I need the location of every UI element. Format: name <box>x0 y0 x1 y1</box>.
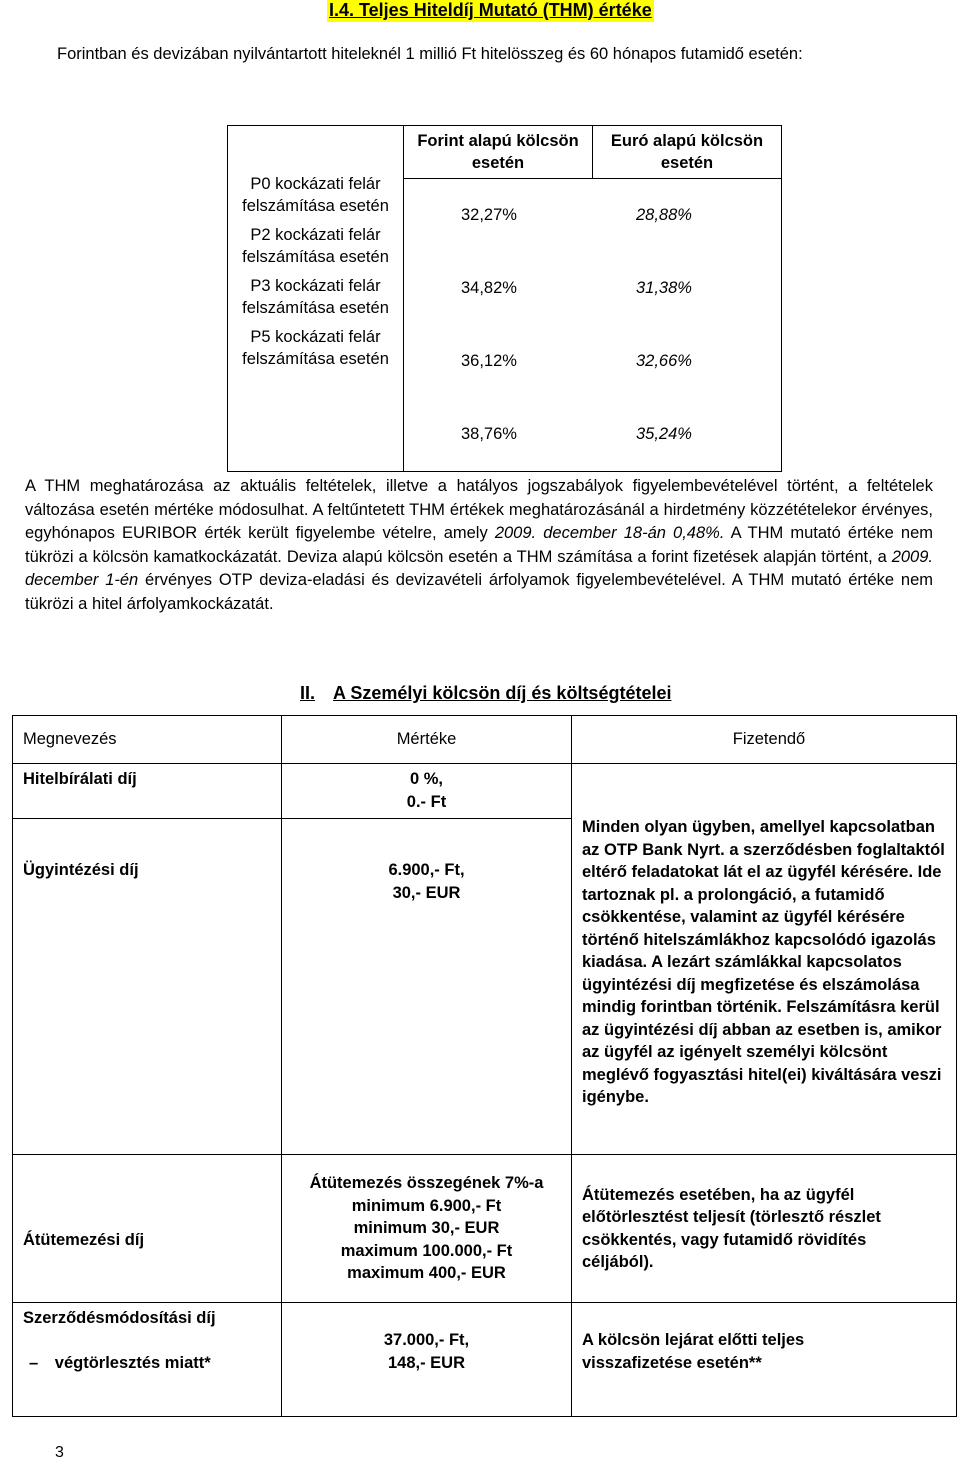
fee-name-line: Szerződésmódosítási díj <box>23 1309 216 1327</box>
fee-name: Hitelbírálati díj <box>13 764 282 819</box>
thm-table <box>227 125 782 472</box>
paragraph-date: 2009. december 18-án 0,48%. <box>494 524 725 543</box>
thm-forint-value: 34,82% <box>461 279 517 297</box>
header-name: Megnevezés <box>13 716 282 764</box>
fee-name: Ügyintézési díj <box>13 819 282 1155</box>
fee-amount <box>282 819 572 1155</box>
header-payable: Fizetendő <box>572 716 957 764</box>
section2-title <box>300 681 671 705</box>
section2-text: A Személyi kölcsön díj és költségtételei <box>333 683 672 703</box>
fee-amount-line: 148,- EUR <box>387 1353 466 1372</box>
thm-header-euro: Euró alapú kölcsön esetén <box>593 126 782 179</box>
paragraph-text: érvényes OTP deviza-eladási és devizavételi árfolyamok figyelembevételével. A THM mutató értéke nem tükrözi a hitel árfolyamkockázatát. <box>25 571 933 613</box>
thm-euro-value: 31,38% <box>636 279 692 297</box>
thm-row-labels <box>228 126 404 472</box>
fee-name-line: – végtörlesztés miatt* <box>29 1353 211 1372</box>
thm-values <box>404 179 782 472</box>
fee-amount-line: minimum 6.900,- Ft <box>351 1196 502 1215</box>
fee-name: Átütemezési díj <box>13 1155 282 1303</box>
paragraph-text: A THM mutató értéke nem tükrözi a kölcsön kamatkockázatát. Deviza alapú kölcsön esetén a THM számítása a forint fizetések alapján történt, a <box>25 524 933 566</box>
fee-amount-line: 30,- EUR <box>392 883 461 902</box>
fee-note: Átütemezés esetében, ha az ügyfél előtörlesztést teljesít (törlesztő részlet csökkentés, vagy futamidő rövidítés céljából). <box>572 1155 957 1303</box>
paragraph-text: A THM meghatározása az aktuális feltételek, illetve a hatályos jogszabályok figyelembevételével történt, a feltételek változása esetén mértéke módosulhat. A feltűntetett THM értékek meghatározásánál a hirdetmény közzétételekor érvényes, egyhónapos EURIBOR érték került figyelembe vételre, amely <box>25 477 933 543</box>
thm-euro-value: 28,88% <box>636 206 692 224</box>
thm-row-label: P5 kockázati felár felszámítása esetén <box>242 328 389 368</box>
table-row <box>13 1155 957 1303</box>
fee-amount-line: 6.900,- Ft, <box>388 861 465 879</box>
fee-amount <box>282 1303 572 1417</box>
fee-amount-line: maximum 400,- EUR <box>347 1264 506 1283</box>
fee-note: A kölcsön lejárat előtti teljes visszafizetése esetén** <box>572 1303 957 1417</box>
thm-row-label: P2 kockázati felár felszámítása esetén <box>242 226 389 266</box>
fee-amount-line: Átütemezés összegének 7%-a <box>309 1174 544 1193</box>
fee-amount-line: 0 %, <box>409 770 444 788</box>
fees-table <box>12 715 957 1417</box>
fee-note: Minden olyan ügyben, amellyel kapcsolatban az OTP Bank Nyrt. a szerződésben foglaltaktól eltérő feladatokat lát el az ügyfél kérésére. Ide tartoznak pl. a prolongáció, a futamidő csökkentése, valamint az ügyfél kérésére történő hitelszámlákhoz kapcsolódó igazolás kiadása. A lezárt számlákkal kapcsolatos ügyintézési díj megfizetése és elszámolása mindig forintban történik. Felszámításra kerül az ügyintézési díj abban az esetben is, amikor az ügyfél az igényelt személyi kölcsönt meglévő fogyasztási hitel(ei) kiváltására veszi igénybe. <box>572 764 957 1155</box>
table-header-row <box>13 716 957 764</box>
fee-amount-line: 37.000,- Ft, <box>383 1331 470 1349</box>
fee-amount <box>282 1155 572 1303</box>
thm-forint-value: 38,76% <box>461 425 517 443</box>
paragraph-date: 2009. december 1-én <box>25 547 933 590</box>
section-title: I.4. Teljes Hiteldíj Mutató (THM) értéke <box>329 0 652 20</box>
thm-euro-value: 32,66% <box>636 352 692 370</box>
thm-header-forint: Forint alapú kölcsön esetén <box>404 126 593 179</box>
header-amount: Mértéke <box>282 716 572 764</box>
fee-amount <box>282 764 572 819</box>
page-number: 3 <box>55 1444 64 1461</box>
thm-euro-value: 35,24% <box>636 425 692 443</box>
thm-row-label: P3 kockázati felár felszámítása esetén <box>242 277 389 317</box>
table-row <box>13 1303 957 1417</box>
table-row <box>13 764 957 819</box>
thm-explanation <box>25 475 933 617</box>
thm-forint-value: 36,12% <box>461 352 517 370</box>
thm-forint-value: 32,27% <box>461 206 517 224</box>
thm-row-label: P0 kockázati felár felszámítása esetén <box>242 175 389 215</box>
fee-amount-line: 0.- Ft <box>406 792 447 811</box>
fee-amount-line: minimum 30,- EUR <box>353 1219 500 1238</box>
section2-number: II. <box>300 683 316 703</box>
intro-text: Forintban és devizában nyilvántartott hiteleknél 1 millió Ft hitelösszeg és 60 hónapos futamidő esetén: <box>57 45 803 63</box>
fee-amount-line: maximum 100.000,- Ft <box>340 1241 513 1260</box>
fee-name <box>13 1303 282 1417</box>
